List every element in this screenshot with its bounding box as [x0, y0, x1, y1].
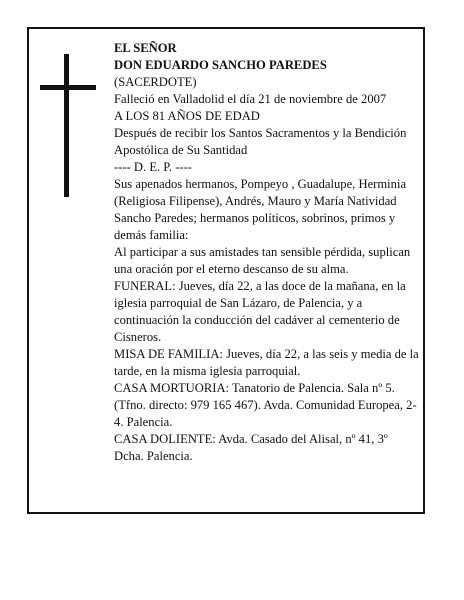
- funeral-info: FUNERAL: Jueves, día 22, a las doce de la mañana, en la iglesia parroquial de San Lázaro, de Palencia, y a continuación la conducción del cadáver al cementerio de Cisneros.: [114, 279, 406, 344]
- age-statement: A LOS 81 AÑOS DE EDAD: [114, 109, 260, 123]
- mourning-house-info: CASA DOLIENTE: Avda. Casado del Alisal, nº 41, 3º Dcha. Palencia.: [114, 432, 388, 463]
- funeral-home-info: CASA MORTUORIA: Tanatorio de Palencia. Sala nº 5. (Tfno. directo: 979 165 467). Avda. Comunidad Europea, 2-4. Palencia.: [114, 381, 417, 429]
- family-statement: Sus apenados hermanos, Pompeyo , Guadalupe, Herminia (Religiosa Filipense), Andrés, Mauro y María Natividad Sancho Paredes; hermanos políticos, sobrinos, primos y demás familia:: [114, 177, 407, 242]
- deceased-title: (SACERDOTE): [114, 75, 197, 89]
- rip-line: ---- D. E. P. ----: [114, 160, 192, 174]
- sacraments-statement: Después de recibir los Santos Sacramentos y la Bendición Apostólica de Su Santidad: [114, 126, 407, 157]
- cross-vertical-bar: [64, 54, 69, 197]
- obituary-text: [114, 40, 424, 465]
- death-statement: Falleció en Valladolid el día 21 de noviembre de 2007: [114, 92, 387, 106]
- deceased-name: DON EDUARDO SANCHO PAREDES: [114, 58, 327, 72]
- prayer-request: Al participar a sus amistades tan sensible pérdida, suplican una oración por el eterno descanso de su alma.: [114, 245, 411, 276]
- heading: EL SEÑOR: [114, 41, 177, 55]
- cross-horizontal-bar: [40, 85, 96, 90]
- family-mass-info: MISA DE FAMILIA: Jueves, día 22, a las seis y media de la tarde, en la misma iglesia parroquial.: [114, 347, 419, 378]
- cross-icon: [40, 54, 96, 197]
